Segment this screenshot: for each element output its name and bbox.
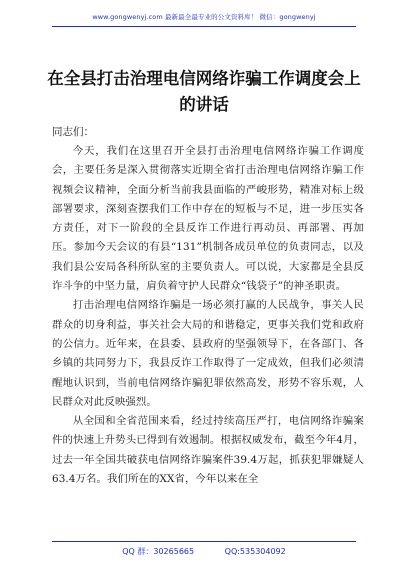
site-footer (0, 546, 408, 557)
paragraph: 从全国和全省范围来看，经过持续高压严打，电信网络诈骗案件的快速上升势头已得到有效遏制。根据权威发布，截至今年4月，过去一年全国共破获电信网络诈骗案件39.4万起，抓获犯罪嫌疑人63.4万名。我们所在的XX省，今年以来在全 (52, 415, 364, 486)
qq-contact: QQ:535304092 (224, 547, 286, 556)
qq-group-contact: QQ 群：30265665 (122, 547, 195, 556)
header-divider (52, 26, 356, 27)
site-header: www.gongwenyj.com 最新最全最专业的公文资料库！ 微信：gongwenyj (92, 13, 316, 21)
paragraph: 今天，我们在这里召开全县打击治理电信网络诈骗工作调度会，主要任务是深入贯彻落实近期全省打击治理电信网络诈骗工作视频会议精神，全面分析当前我县面临的严峻形势，精准对标上级部署要求，深刻查摆我们工作中存在的短板与不足，进一步压实各方责任，对下一阶段的全县反诈工作进行再动员、再部署、再加压。参加今天会议的有县“131”机制各成员单位的负责同志，以及我们县公安局各科所队室的主要负责人。可以说，大家都是全县反诈斗争的中坚力量，肩负着守护人民群众“钱袋子”的神圣职责。 (52, 145, 364, 293)
paragraph: 打击治理电信网络诈骗是一场必须打赢的人民战争，事关人民群众的切身利益，事关社会大局的和谐稳定，更事关我们党和政府的公信力。近年来，在县委、县政府的坚强领导下，在各部门、各乡镇的共同努力下，我县反诈工作取得了一定成效，但我们必须清醒地认识到，当前电信网络诈骗犯罪依然高发，形势不容乐观，人民群众对此反映强烈。 (52, 299, 364, 408)
footer-divider (52, 541, 356, 542)
document-title: 在全县打击治理电信网络诈骗工作调度会上的讲话 (47, 69, 361, 114)
document-body (52, 142, 364, 489)
salutation: 同志们： (52, 126, 94, 138)
